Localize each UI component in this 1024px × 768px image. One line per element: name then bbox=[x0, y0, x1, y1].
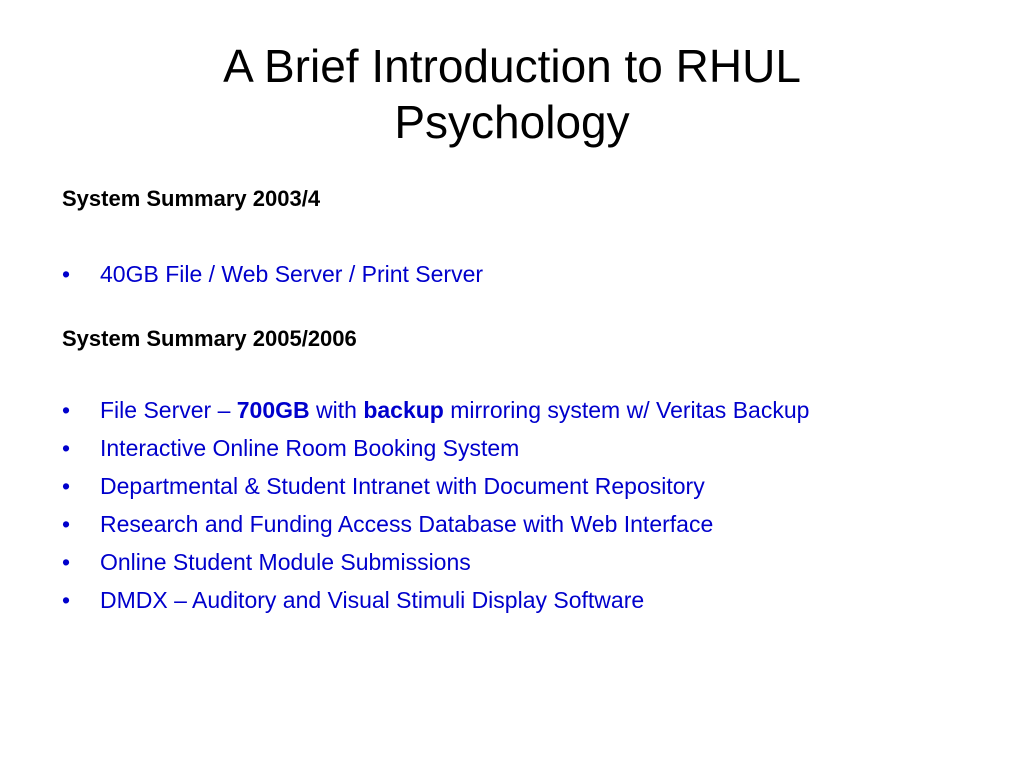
list-item-text: 40GB File / Web Server / Print Server bbox=[100, 261, 484, 287]
list-item bbox=[62, 509, 962, 539]
list-item bbox=[62, 585, 962, 615]
list-item-text: Departmental & Student Intranet with Document Repository bbox=[100, 473, 705, 499]
list-item-text: Interactive Online Room Booking System bbox=[100, 435, 520, 461]
section-heading-2005: System Summary 2005/2006 bbox=[62, 326, 357, 351]
slide-content bbox=[62, 183, 962, 623]
list-item bbox=[62, 547, 962, 577]
slide-title-line-2: Psychology bbox=[394, 96, 630, 148]
list-item-text-part: with bbox=[309, 397, 364, 423]
section-heading-2003: System Summary 2003/4 bbox=[62, 186, 321, 211]
bullet-list-2003 bbox=[62, 259, 962, 289]
list-item-bold-backup: backup bbox=[363, 397, 444, 423]
bullet-icon: • bbox=[62, 473, 71, 499]
list-item-text: Online Student Module Submissions bbox=[100, 549, 471, 575]
bullet-icon: • bbox=[62, 549, 71, 575]
bullet-list-2005 bbox=[62, 395, 962, 615]
list-item bbox=[62, 433, 962, 463]
bullet-icon: • bbox=[62, 261, 71, 287]
list-item bbox=[62, 259, 962, 289]
slide-title-line-1: A Brief Introduction to RHUL bbox=[223, 40, 801, 92]
bullet-icon: • bbox=[62, 587, 71, 613]
bullet-icon: • bbox=[62, 435, 71, 461]
list-item-text-part: File Server – bbox=[100, 397, 237, 423]
bullet-icon: • bbox=[62, 397, 71, 423]
list-item-text: Research and Funding Access Database with Web Interface bbox=[100, 511, 714, 537]
list-item bbox=[62, 395, 962, 425]
list-item-text-part: mirroring system w/ Veritas Backup bbox=[443, 397, 810, 423]
list-item-text: DMDX – Auditory and Visual Stimuli Display Software bbox=[100, 587, 645, 613]
list-item bbox=[62, 471, 962, 501]
bullet-icon: • bbox=[62, 511, 71, 537]
list-item-bold-700gb: 700GB bbox=[236, 397, 310, 423]
slide-title bbox=[0, 38, 1024, 150]
